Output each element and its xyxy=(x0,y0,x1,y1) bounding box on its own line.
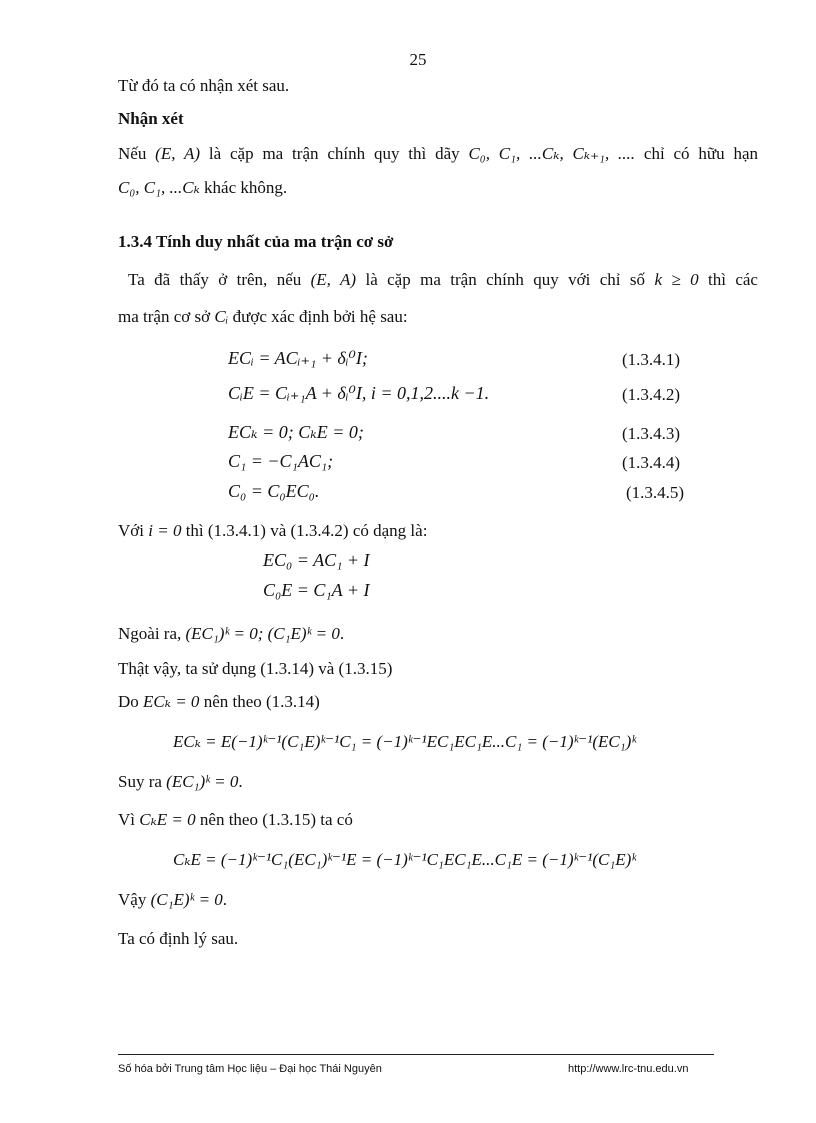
intro-sentence: Từ đó ta có nhận xét sau. xyxy=(118,76,290,95)
footer-url: http://www.lrc-tnu.edu.vn xyxy=(568,1063,689,1075)
hence-line xyxy=(118,772,243,792)
with-i0-line xyxy=(118,521,427,541)
equation-i0-2 xyxy=(263,580,369,601)
equation-1 xyxy=(228,348,368,369)
text: . xyxy=(339,624,345,643)
pair-math: (E, A) xyxy=(155,144,201,163)
besides-line xyxy=(118,624,344,644)
condition-math: ECₖ = 0 xyxy=(143,692,200,711)
matrix-ci: Cᵢ xyxy=(214,307,229,326)
text: nên theo (1.3.15) ta có xyxy=(195,810,353,829)
equation-i0-1 xyxy=(263,550,369,571)
text: . xyxy=(222,890,228,909)
text: nên theo (1.3.14) xyxy=(199,692,320,711)
text: Với xyxy=(118,521,149,540)
text: Ngoài ra, xyxy=(118,624,186,643)
equation-number: (1.3.4.5) xyxy=(626,483,685,502)
remark-heading: Nhận xét xyxy=(118,109,184,128)
nilpotent-math: (EC₁)ᵏ = 0; (C₁E)ᵏ = 0 xyxy=(185,624,340,643)
equation-body: C₀ = C₀EC₀. xyxy=(228,481,320,501)
text: thì các xyxy=(698,270,758,289)
remark-line-2 xyxy=(118,178,287,198)
remark-line-1 xyxy=(118,144,758,164)
text: Do xyxy=(118,692,144,711)
page-number: 25 xyxy=(409,50,427,69)
text: Ta đã thấy ở trên, nếu xyxy=(128,270,311,289)
text: là cặp ma trận chính quy thì dãy xyxy=(200,144,469,163)
so-line xyxy=(118,890,227,910)
text: chỉ có hữu hạn xyxy=(635,144,759,163)
text: . xyxy=(238,772,243,791)
equation-2 xyxy=(228,383,489,404)
text: Suy ra xyxy=(118,772,167,791)
text: thì (1.3.4.1) và (1.3.4.2) có dạng là: xyxy=(181,521,428,540)
equation-body: EC₀ = AC₁ + I xyxy=(263,550,370,570)
derivation-1 xyxy=(173,732,636,752)
text: Nếu xyxy=(118,144,156,163)
paragraph-line-2 xyxy=(118,307,408,327)
equation-number: (1.3.4.1) xyxy=(622,350,681,369)
indeed-line: Thật vậy, ta sử dụng (1.3.14) và (1.3.15) xyxy=(118,659,393,678)
result-math: (C₁E)ᵏ = 0 xyxy=(150,890,223,909)
condition-math: i = 0 xyxy=(148,521,182,540)
equation-body: ECᵢ = ACᵢ₊₁ + δᵢ⁰I; xyxy=(228,348,368,368)
text: là cặp ma trận chính quy với chỉ số xyxy=(356,270,655,289)
equation-3 xyxy=(228,422,364,443)
equation-5 xyxy=(228,481,319,502)
equation-number: (1.3.4.2) xyxy=(622,385,681,404)
equation-body: C₀E = C₁A + I xyxy=(263,580,370,600)
sequence-math: C₀, C₁, ...Cₖ, Cₖ₊₁, .... xyxy=(468,144,636,163)
since-line-1 xyxy=(118,692,320,712)
result-math: (EC₁)ᵏ = 0 xyxy=(166,772,239,791)
pair-math: (E, A) xyxy=(310,270,357,289)
footer-divider xyxy=(118,1054,714,1055)
equation-body: C₁ = −C₁AC₁; xyxy=(228,451,334,471)
equation-body: CᵢE = Cᵢ₊₁A + δᵢ⁰I, i = 0,1,2....k −1. xyxy=(228,383,490,403)
text: ma trận cơ sở xyxy=(118,307,215,326)
sequence-math: C₀, C₁, ...Cₖ xyxy=(118,178,200,197)
equation-body: CₖE = (−1)ᵏ⁻¹C₁(EC₁)ᵏ⁻¹E = (−1)ᵏ⁻¹C₁EC₁E...C₁E = (−1)ᵏ⁻¹(C₁E)ᵏ xyxy=(173,850,637,869)
section-title: 1.3.4 Tính duy nhất của ma trận cơ sở xyxy=(118,232,394,251)
footer-source: Số hóa bởi Trung tâm Học liệu – Đại học Thái Nguyên xyxy=(118,1063,382,1075)
theorem-intro: Ta có định lý sau. xyxy=(118,929,239,948)
condition-math: CₖE = 0 xyxy=(139,810,196,829)
paragraph-line-1 xyxy=(128,270,758,290)
text: Vì xyxy=(118,810,140,829)
text: Vậy xyxy=(118,890,151,909)
equation-4 xyxy=(228,451,333,472)
index-condition: k ≥ 0 xyxy=(654,270,699,289)
equation-body: ECₖ = E(−1)ᵏ⁻¹(C₁E)ᵏ⁻¹C₁ = (−1)ᵏ⁻¹EC₁EC₁E...C₁ = (−1)ᵏ⁻¹(EC₁)ᵏ xyxy=(173,732,637,751)
text: được xác định bởi hệ sau: xyxy=(228,307,408,326)
derivation-2 xyxy=(173,850,636,870)
equation-number: (1.3.4.4) xyxy=(622,453,681,472)
since-line-2 xyxy=(118,810,353,830)
equation-body: ECₖ = 0; CₖE = 0; xyxy=(228,422,364,442)
equation-number: (1.3.4.3) xyxy=(622,424,681,443)
text: khác không. xyxy=(199,178,288,197)
